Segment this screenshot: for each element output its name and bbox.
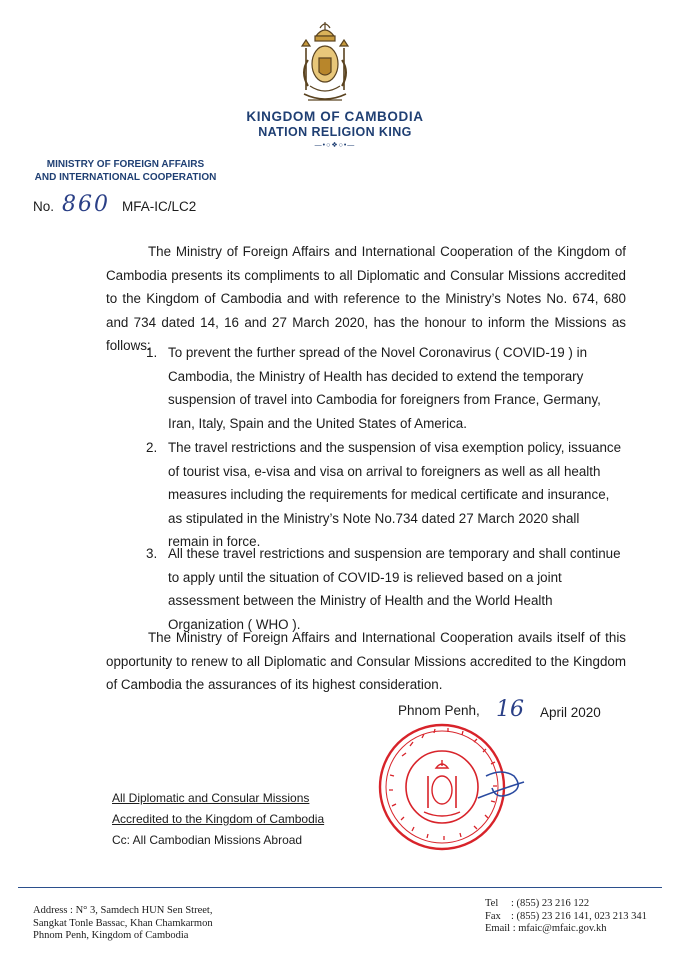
kingdom-title: KINGDOM OF CAMBODIA xyxy=(246,109,424,124)
tel-value: : (855) 23 216 122 xyxy=(511,898,590,909)
email-line: Email : mfaic@mfaic.gov.kh xyxy=(485,923,607,934)
handwritten-day: 16 xyxy=(496,697,524,722)
address-line-2: Sangkat Tonle Bassac, Khan Chamkarmon xyxy=(33,917,213,929)
month-year: April 2020 xyxy=(540,705,601,720)
ornament-divider: —•○❖○•— xyxy=(314,142,356,149)
reference-number xyxy=(33,192,196,217)
addressee-cc-line: Cc: All Cambodian Missions Abroad xyxy=(112,833,303,847)
footer-contact xyxy=(485,898,647,936)
tel-label: Tel xyxy=(485,898,499,909)
ministry-line-2: AND INTERNATIONAL COOPERATION xyxy=(34,172,217,183)
fax-label: Fax xyxy=(485,910,501,922)
item-2 xyxy=(146,436,624,554)
item-3-text: All these travel restrictions and suspension are temporary and shall continue to apply until the situation of COVID-19 is relieved based on a joint assessment between the Ministry of Health and the World Health Organization ( WHO ). xyxy=(168,546,621,632)
intro-text: The Ministry of Foreign Affairs and International Cooperation of the Kingdom of Cambodia presents its compliments to all Diplomatic and Consular Missions accredited to the Kingdom of Cambodia and with reference to the Ministry’s Notes No. 674, 680 and 734 dated 14, 16 and 27 March 2020, has the honour to inform the Missions as follows: xyxy=(106,244,626,353)
official-seal-stamp xyxy=(374,716,546,858)
item-2-number: 2. xyxy=(146,440,158,455)
handwritten-note-number: 860 xyxy=(62,192,111,217)
reference-code: MFA-IC/LC2 xyxy=(122,199,197,214)
royal-coat-of-arms-emblem xyxy=(294,20,356,110)
place: Phnom Penh, xyxy=(398,703,480,718)
item-1-text: To prevent the further spread of the Novel Coronavirus ( COVID-19 ) in Cambodia, the Ministry of Health has decided to extend the temporary suspension of travel into Cambodia for foreigners from France, Germany, Iran, Italy, Spain and the United States of America. xyxy=(168,345,601,431)
closing-text: The Ministry of Foreign Affairs and International Cooperation avails itself of this opportunity to renew to all Diplomatic and Consular Missions accredited to the Kingdom of Cambodia the assurances of its highest consideration. xyxy=(106,630,626,692)
ministry-name xyxy=(28,158,223,184)
intro-paragraph xyxy=(106,240,626,358)
fax-value: : (855) 23 216 141, 023 213 341 xyxy=(511,910,647,922)
address-line-1: Address : N° 3, Samdech HUN Sen Street, xyxy=(33,905,213,916)
ministry-line-1: MINISTRY OF FOREIGN AFFAIRS xyxy=(46,159,205,170)
reference-prefix: No. xyxy=(33,199,55,214)
item-3-number: 3. xyxy=(146,546,158,561)
footer-address xyxy=(33,905,213,943)
national-motto: NATION RELIGION KING xyxy=(258,125,412,139)
item-1 xyxy=(146,341,624,435)
item-1-number: 1. xyxy=(146,345,158,360)
item-3 xyxy=(146,542,624,636)
footer-divider xyxy=(18,887,662,888)
address-line-3: Phnom Penh, Kingdom of Cambodia xyxy=(33,930,189,941)
item-2-text: The travel restrictions and the suspension of visa exemption policy, issuance of tourist visa, e-visa and visa on arrival to foreigners as well as all health measures including the requirements for medical certificate and insurance, as stipulated in the Ministry’s Note No.734 dated 27 March 2020 shall remain in force. xyxy=(168,440,622,549)
closing-paragraph xyxy=(106,626,626,697)
addressee-line-1: All Diplomatic and Consular Missions xyxy=(112,791,310,805)
letterhead-header xyxy=(200,109,470,149)
addressee-block xyxy=(112,788,324,851)
addressee-line-2: Accredited to the Kingdom of Cambodia xyxy=(112,812,325,826)
